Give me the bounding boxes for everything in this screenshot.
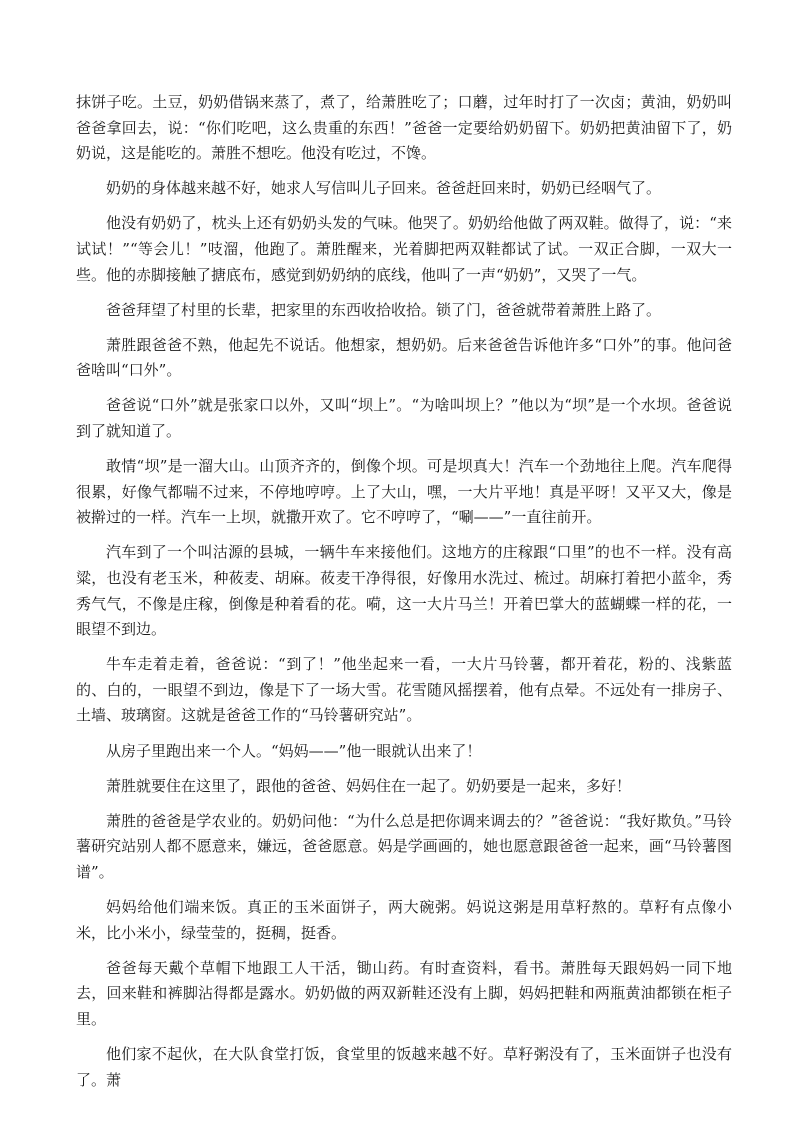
paragraph-7: 敢情“坝”是一溜大山。山顶齐齐的，倒像个坝。可是坝真大！汽车一个劲地往上爬。汽车爬得很累，好像气都喘不过来，不停地哼哼。上了大山，嘿，一大片平地！真是平呀！又平又大，像是被擀过的一样。汽车一上坝，就撒开欢了。它不哼哼了，“唰——”一直往前开。 xyxy=(76,457,732,527)
paragraph-10: 从房子里跑出来一个人。“妈妈——”他一眼就认出来了！ xyxy=(106,741,482,760)
paragraph-14: 爸爸每天戴个草帽下地跟工人干活，锄山药。有时查资料，看书。萧胜每天跟妈妈一同下地去，回来鞋和裤脚沾得都是露水。奶奶做的两双新鞋还没有上脚，妈妈把鞋和两瓶黄油都锁在柜子里。 xyxy=(76,958,732,1028)
paragraph-8: 汽车到了一个叫沽源的县城，一辆牛车来接他们。这地方的庄稼跟“口里”的也不一样。没有高粱，也没有老玉米，种莜麦、胡麻。莜麦干净得很，好像用水洗过、梳过。胡麻打着把小蓝伞，秀秀气气，不像是庄稼，倒像是种着看的花。嗬，这一大片马兰！开着巴掌大的蓝蝴蝶一样的花，一眼望不到边。 xyxy=(76,543,732,639)
paragraph-12: 萧胜的爸爸是学农业的。奶奶问他：“为什么总是把你调来调去的？”爸爸说：“我好欺负。”马铃薯研究站别人都不愿意来，嫌远，爸爸愿意。妈是学画画的，她也愿意跟爸爸一起来，画“马铃薯图谱”。 xyxy=(76,811,732,881)
paragraph-11: 萧胜就要住在这里了，跟他的爸爸、妈妈住在一起了。奶奶要是一起来，多好！ xyxy=(106,776,632,795)
paragraph-6: 爸爸说“口外”就是张家口以外，又叫“坝上”。“为啥叫坝上？”他以为“坝”是一个水坝。爸爸说到了就知道了。 xyxy=(76,396,732,441)
paragraph-13: 妈妈给他们端来饭。真正的玉米面饼子，两大碗粥。妈说这粥是用草籽熬的。草籽有点像小米，比小米小，绿莹莹的，挺稠，挺香。 xyxy=(76,898,732,942)
body-text xyxy=(76,90,732,1103)
paragraph-3: 他没有奶奶了，枕头上还有奶奶头发的气味。他哭了。奶奶给他做了两双鞋。做得了，说：“来试试！”“等会儿！”吱溜，他跑了。萧胜醒来，光着脚把两双鞋都试了试。一双正合脚，一双大一些。他的赤脚接触了搪底布，感觉到奶奶纳的底线，他叫了一声“奶奶”，又哭了一气。 xyxy=(76,214,732,284)
paragraph-5: 萧胜跟爸爸不熟，他起先不说话。他想家，想奶奶。后来爸爸告诉他许多“口外”的事。他问爸爸啥叫“口外”。 xyxy=(76,335,732,380)
paragraph-9: 牛车走着走着，爸爸说：“到了！”他坐起来一看，一大片马铃薯，都开着花，粉的、浅紫蓝的、白的，一眼望不到边，像是下了一场大雪。花雪随风摇摆着，他有点晕。不远处有一排房子、土墙、玻璃窗。这就是爸爸工作的“马铃薯研究站”。 xyxy=(76,655,732,725)
paragraph-2: 奶奶的身体越来越不好，她求人写信叫儿子回来。爸爸赶回来时，奶奶已经咽气了。 xyxy=(106,179,662,198)
paragraph-1: 抹饼子吃。土豆，奶奶借锅来蒸了，煮了，给萧胜吃了；口蘑，过年时打了一次卤；黄油，奶奶叫爸爸拿回去，说：“你们吃吧，这么贵重的东西！”爸爸一定要给奶奶留下。奶奶把黄油留下了，奶奶说，这是能吃的。萧胜不想吃。他没有吃过，不馋。 xyxy=(76,93,732,163)
paragraph-15: 他们家不起伙，在大队食堂打饭，食堂里的饭越来越不好。草籽粥没有了，玉米面饼子也没有了。萧 xyxy=(76,1045,732,1089)
paragraph-4: 爸爸拜望了村里的长辈，把家里的东西收拾收拾。锁了门，爸爸就带着萧胜上路了。 xyxy=(106,300,662,319)
